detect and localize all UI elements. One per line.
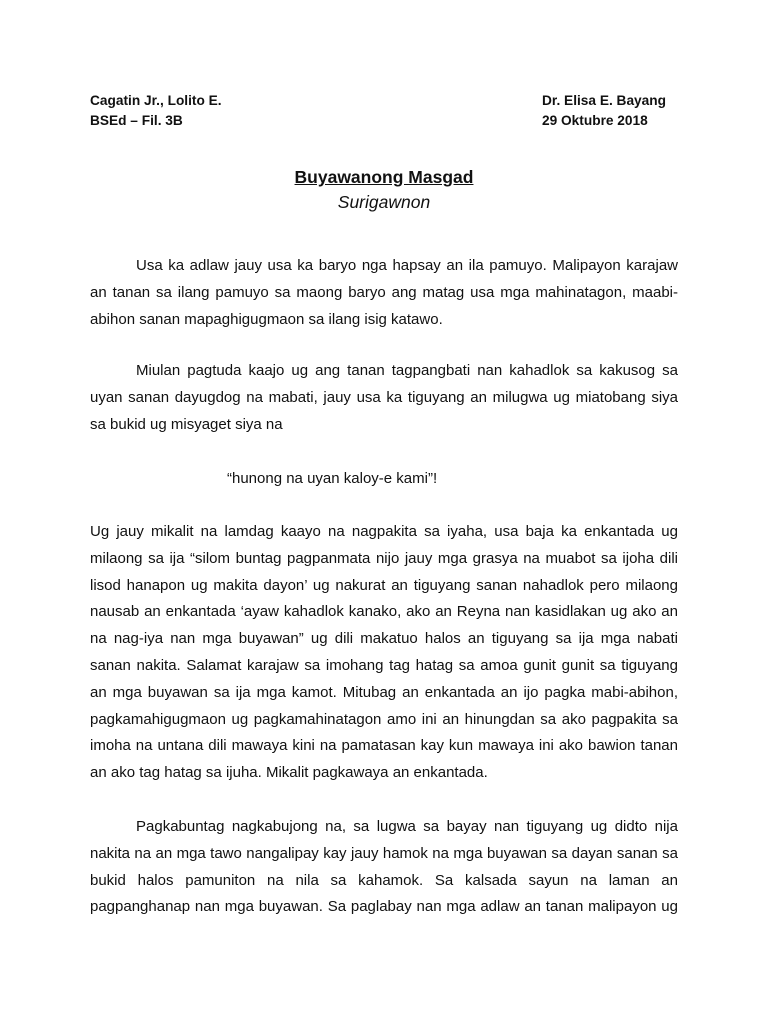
paragraph-line: nausab an enkantada ‘ayaw kahadlok kanako, ako an Reyna nan kasidlakan ug ako an bbox=[90, 603, 678, 621]
paragraph-line: Ug jauy mikalit na lamdag kaayo na nagpakita sa iyaha, usa baja ka enkantada ug bbox=[90, 523, 678, 540]
instructor-name: Dr. Elisa E. Bayang bbox=[542, 93, 667, 108]
paragraph-line: an mga buyawan sa ija mga kamot. Mitubag an enkantada an ijo pagka mabi-abihon, bbox=[90, 683, 678, 701]
author-block bbox=[90, 91, 222, 131]
paragraph-line: sa bukid ug misyaget siya na bbox=[90, 415, 283, 433]
paragraph bbox=[90, 358, 678, 438]
paragraph-line: Pagkabuntag nagkabujong na, sa lugwa sa bayay nan tiguyang ug didto nija bbox=[136, 818, 678, 835]
paragraph bbox=[90, 253, 678, 333]
paragraph-line: uyan sanan dayugdog na mabati, jauy usa ka tiguyang an milugwa ug miatobang siya bbox=[90, 388, 678, 406]
quoted-line: “hunong na uyan kaloy-e kami”! bbox=[227, 470, 438, 487]
document-title: Buyawanong Masgad bbox=[294, 167, 474, 187]
paragraph-line: Usa ka adlaw jauy usa ka baryo nga hapsay an ila pamuyo. Malipayon karajaw bbox=[136, 257, 678, 274]
paragraph-line: sanan nakita. Salamat karajaw sa imohang tag hatag sa amoa gunit gunit sa tiguyang bbox=[90, 656, 678, 674]
document-subtitle: Surigawnon bbox=[337, 192, 431, 212]
paragraph-line: milaong sa ija “silom buntag pagpanmata nijo jauy mga grasya na muabot sa ijoha dili bbox=[90, 549, 678, 567]
paragraph-line: pagkamahigugmaon ug pagkamahinatagon amo ini an hinungdan sa ako pagpakita sa bbox=[90, 710, 678, 728]
title-block bbox=[0, 165, 768, 215]
paragraph bbox=[90, 519, 678, 787]
paragraph-line: bukid halos pamuniton na nila sa kahamok. Sa kalsada sayun na laman an bbox=[90, 871, 678, 889]
author-course: BSEd – Fil. 3B bbox=[90, 113, 183, 128]
paragraph-line: lisod hanapon ug makita dayon’ ug nakurat an tiguyang sanan nahadlok pero milaong bbox=[90, 576, 678, 594]
paragraph-line: an ako tag hatag sa ijuha. Mikalit pagkawaya an enkantada. bbox=[90, 764, 488, 782]
paragraph-line: abihon sanan mapaghigugmaon sa ilang isig katawo. bbox=[90, 310, 443, 328]
paragraph-line: an tanan sa ilang pamuyo sa maong baryo ang matag usa mga mahinatagon, maabi- bbox=[90, 283, 678, 301]
paragraph-line: nakita na an mga tawo nangalipay kay jauy hamok na mga buyawan sa dayan sanan sa bbox=[90, 844, 678, 862]
instructor-block bbox=[542, 91, 666, 131]
document-date: 29 Oktubre 2018 bbox=[542, 113, 648, 128]
author-name: Cagatin Jr., Lolito E. bbox=[90, 93, 222, 108]
paragraph-line: Miulan pagtuda kaajo ug ang tanan tagpangbati nan kahadlok sa kakusog sa bbox=[136, 362, 678, 379]
paragraph bbox=[90, 814, 678, 921]
paragraph-line: imoha na untana dili mawaya kini na pamatasan kay kun mawaya ini ako bawion tanan bbox=[90, 737, 678, 755]
paragraph-line: pagpanghanap nan mga buyawan. Sa paglabay nan mga adlaw an tanan malipayon ug bbox=[90, 898, 678, 916]
paragraph-line: na nag-iya nan mga buyawan” ug dili makatuo halos an tiguyang sa ija mga nabati bbox=[90, 630, 678, 648]
